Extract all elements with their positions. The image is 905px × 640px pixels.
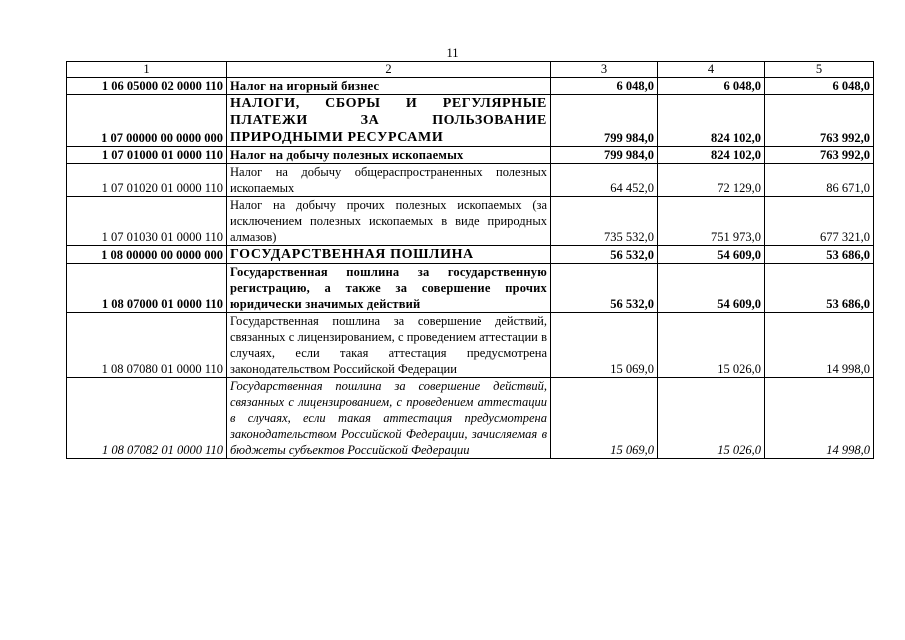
revenue-name-cell: Государственная пошлина за государственную регистрацию, а также за совершение прочих юридически значимых действий — [227, 264, 551, 313]
value-column-3-cell: 56 532,0 — [551, 246, 658, 264]
revenue-name-cell: Государственная пошлина за совершение действий, связанных с лицензированием, с проведением аттестации в случаях, если такая аттестация предусмотрена законодательством Российской Федерации — [227, 313, 551, 378]
column-header-1: 1 — [67, 62, 227, 78]
value-column-5-cell: 763 992,0 — [765, 147, 874, 164]
value-column-3-cell: 15 069,0 — [551, 313, 658, 378]
value-column-5-cell: 677 321,0 — [765, 197, 874, 246]
value-column-5-cell: 14 998,0 — [765, 378, 874, 459]
table-row — [67, 78, 874, 95]
table-row — [67, 197, 874, 246]
revenue-name-cell: Налог на добычу полезных ископаемых — [227, 147, 551, 164]
column-header-5: 5 — [765, 62, 874, 78]
column-header-3: 3 — [551, 62, 658, 78]
revenue-name-cell: Государственная пошлина за совершение действий, связанных с лицензированием, с проведением аттестации в случаях, если такая аттестация предусмотрена законодательством Российской Федерации, зачисляемая в бюджеты субъектов Российской Федерации — [227, 378, 551, 459]
budget-code-cell: 1 08 07000 01 0000 110 — [67, 264, 227, 313]
value-column-3-cell: 6 048,0 — [551, 78, 658, 95]
value-column-5-cell: 53 686,0 — [765, 264, 874, 313]
budget-code-cell: 1 08 07080 01 0000 110 — [67, 313, 227, 378]
value-column-4-cell: 15 026,0 — [658, 313, 765, 378]
table-row — [67, 164, 874, 197]
value-column-4-cell: 15 026,0 — [658, 378, 765, 459]
table-row — [67, 246, 874, 264]
value-column-3-cell: 735 532,0 — [551, 197, 658, 246]
revenue-name-cell: ГОСУДАРСТВЕННАЯ ПОШЛИНА — [227, 246, 551, 264]
value-column-5-cell: 6 048,0 — [765, 78, 874, 95]
table-row — [67, 95, 874, 147]
page-number: 11 — [446, 46, 459, 60]
value-column-3-cell: 799 984,0 — [551, 147, 658, 164]
budget-code-cell: 1 06 05000 02 0000 110 — [67, 78, 227, 95]
value-column-5-cell: 763 992,0 — [765, 95, 874, 147]
value-column-5-cell: 14 998,0 — [765, 313, 874, 378]
table-row — [67, 147, 874, 164]
value-column-3-cell: 64 452,0 — [551, 164, 658, 197]
value-column-5-cell: 86 671,0 — [765, 164, 874, 197]
value-column-4-cell: 72 129,0 — [658, 164, 765, 197]
budget-revenue-table — [66, 61, 874, 459]
value-column-3-cell: 56 532,0 — [551, 264, 658, 313]
budget-code-cell: 1 07 01030 01 0000 110 — [67, 197, 227, 246]
revenue-name-cell: Налог на добычу общераспространенных полезных ископаемых — [227, 164, 551, 197]
value-column-3-cell: 799 984,0 — [551, 95, 658, 147]
value-column-4-cell: 54 609,0 — [658, 246, 765, 264]
budget-code-cell: 1 08 07082 01 0000 110 — [67, 378, 227, 459]
table-row — [67, 264, 874, 313]
table-row — [67, 378, 874, 459]
revenue-name-cell: НАЛОГИ, СБОРЫ И РЕГУЛЯРНЫЕ ПЛАТЕЖИ ЗА ПОЛЬЗОВАНИЕ ПРИРОДНЫМИ РЕСУРСАМИ — [227, 95, 551, 147]
value-column-4-cell: 824 102,0 — [658, 95, 765, 147]
budget-code-cell: 1 07 01020 01 0000 110 — [67, 164, 227, 197]
value-column-4-cell: 824 102,0 — [658, 147, 765, 164]
value-column-4-cell: 54 609,0 — [658, 264, 765, 313]
budget-code-cell: 1 07 00000 00 0000 000 — [67, 95, 227, 147]
column-header-2: 2 — [227, 62, 551, 78]
column-header-4: 4 — [658, 62, 765, 78]
column-number-header-row — [67, 62, 874, 78]
revenue-name-cell: Налог на игорный бизнес — [227, 78, 551, 95]
value-column-4-cell: 6 048,0 — [658, 78, 765, 95]
budget-code-cell: 1 08 00000 00 0000 000 — [67, 246, 227, 264]
value-column-5-cell: 53 686,0 — [765, 246, 874, 264]
value-column-4-cell: 751 973,0 — [658, 197, 765, 246]
budget-code-cell: 1 07 01000 01 0000 110 — [67, 147, 227, 164]
revenue-name-cell: Налог на добычу прочих полезных ископаемых (за исключением полезных ископаемых в виде природных алмазов) — [227, 197, 551, 246]
value-column-3-cell: 15 069,0 — [551, 378, 658, 459]
table-row — [67, 313, 874, 378]
